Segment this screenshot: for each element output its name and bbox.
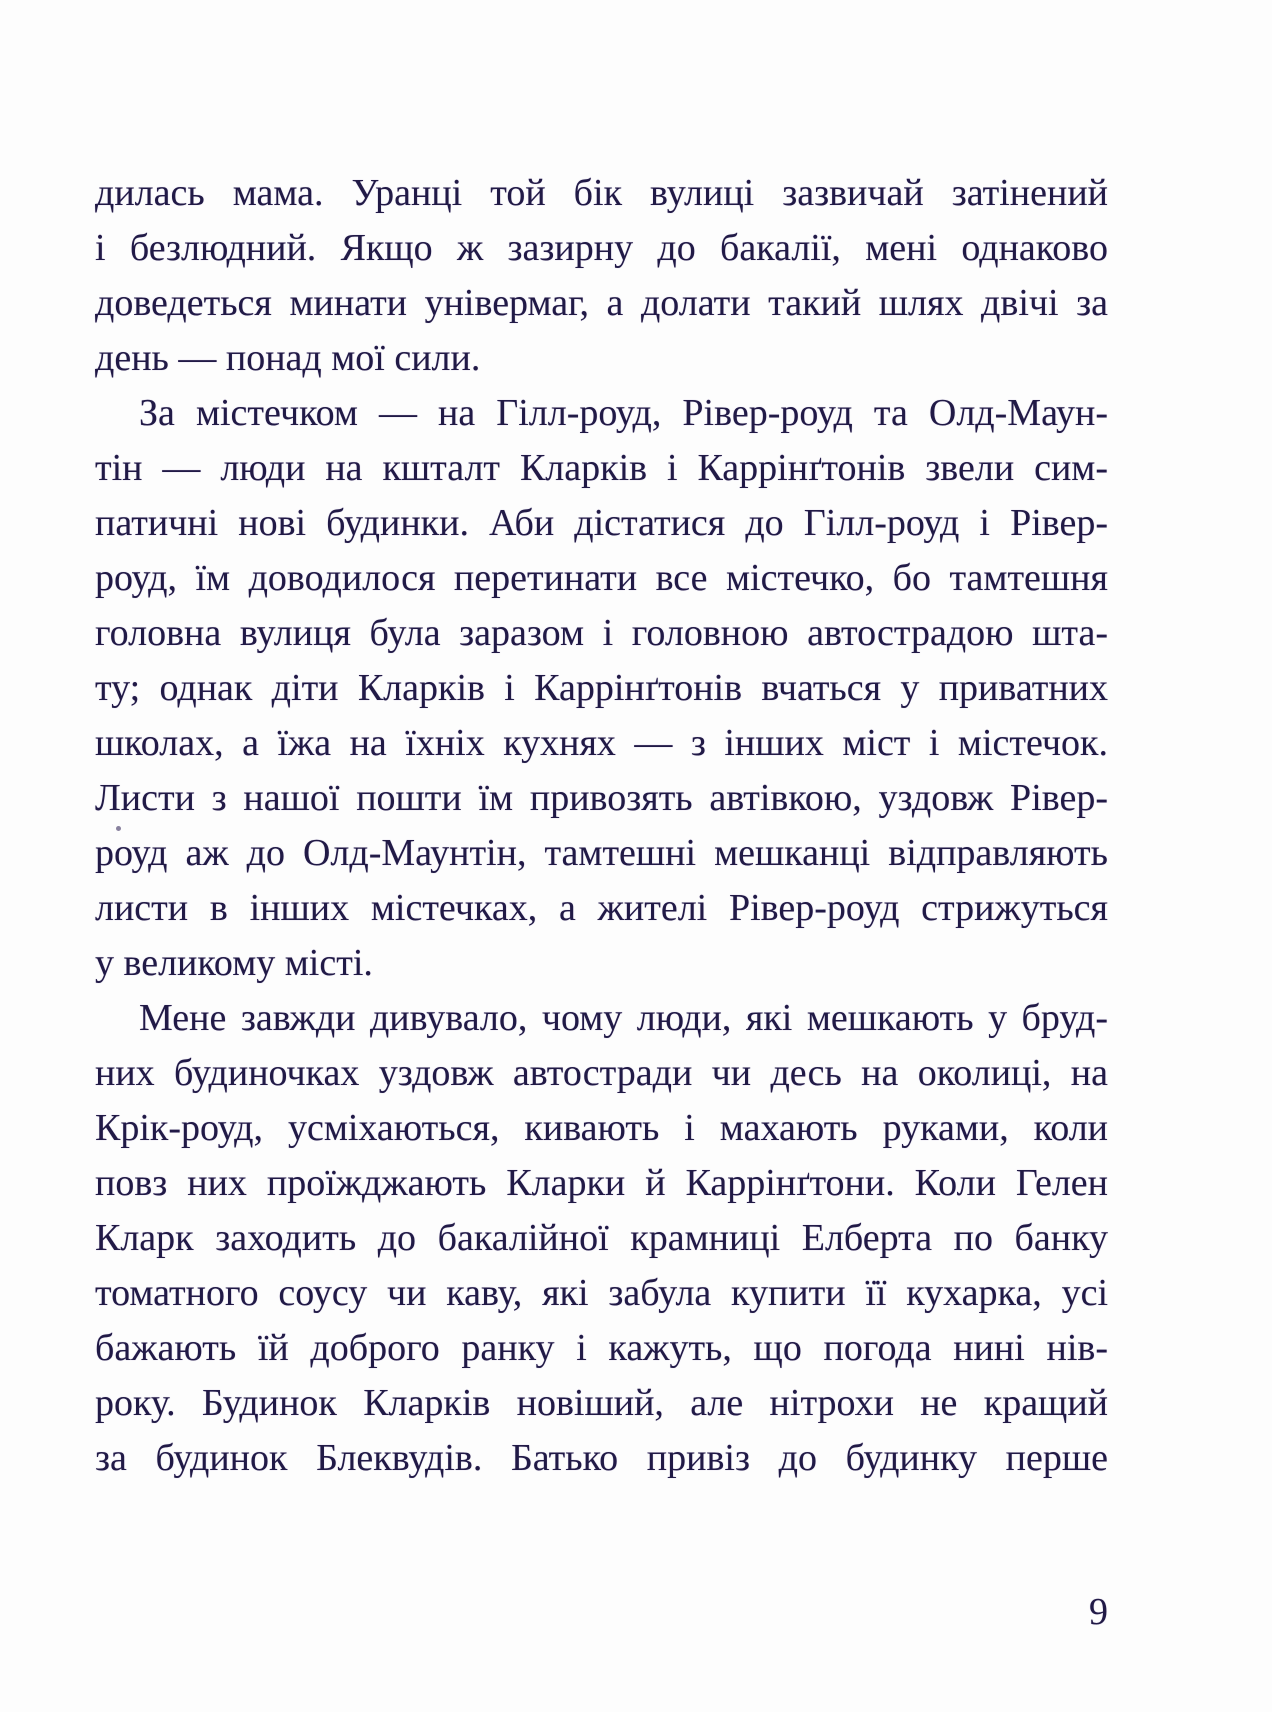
text-line: повз них проїжджають Кларки й Каррінґтони. Коли Гелен xyxy=(95,1162,1108,1204)
text-line: у великому місті. xyxy=(95,942,373,984)
text-line: роуд, їм доводилося перетинати все містечко, бо тамтешня xyxy=(95,557,1108,599)
text-line: ту; однак діти Кларків і Каррінґтонів вчаться у приватних xyxy=(95,667,1108,709)
text-line: року. Будинок Кларків новіший, але нітрохи не кращий xyxy=(95,1382,1108,1424)
text-line: Листи з нашої пошти їм привозять автівкою, уздовж Рівер- xyxy=(95,777,1108,819)
text-line: доведеться минати універмаг, а долати такий шлях двічі за xyxy=(95,282,1108,324)
text-line: і безлюдний. Якщо ж зазирну до бакалії, мені однаково xyxy=(95,227,1108,269)
text-line: За містечком — на Гілл-роуд, Рівер-роуд та Олд-Маун- xyxy=(139,392,1108,434)
page-text xyxy=(95,166,1108,1486)
scan-speck xyxy=(116,826,121,831)
text-line: Кларк заходить до бакалійної крамниці Елберта по банку xyxy=(95,1217,1108,1259)
paragraph xyxy=(95,166,1108,386)
text-line: патичні нові будинки. Аби дістатися до Гілл-роуд і Рівер- xyxy=(95,502,1108,544)
text-line: Мене завжди дивувало, чому люди, які мешкають у бруд- xyxy=(139,997,1108,1039)
text-line: томатного соусу чи каву, які забула купити її кухарка, усі xyxy=(95,1272,1108,1314)
text-line: листи в інших містечках, а жителі Рівер-роуд стрижуться xyxy=(95,887,1108,929)
text-line: тін — люди на кшталт Кларків і Каррінґтонів звели сим- xyxy=(95,447,1108,489)
text-line: роуд аж до Олд-Маунтін, тамтешні мешканці відправляють xyxy=(95,832,1108,874)
text-line: день — понад мої сили. xyxy=(95,337,481,379)
text-line: школах, а їжа на їхніх кухнях — з інших міст і містечок. xyxy=(95,722,1108,764)
text-line: за будинок Блеквудів. Батько привіз до будинку перше xyxy=(95,1437,1108,1479)
paragraph xyxy=(95,386,1108,991)
page-number: 9 xyxy=(1089,1591,1108,1633)
text-line: головна вулиця була заразом і головною автострадою шта- xyxy=(95,612,1108,654)
paragraph xyxy=(95,991,1108,1486)
text-line: Крік-роуд, усміхаються, кивають і махають руками, коли xyxy=(95,1107,1108,1149)
text-line: них будиночках уздовж автостради чи десь на околиці, на xyxy=(95,1052,1108,1094)
text-line: дилась мама. Уранці той бік вулиці зазвичай затінений xyxy=(95,172,1108,214)
text-line: бажають їй доброго ранку і кажуть, що погода нині нів- xyxy=(95,1327,1108,1369)
